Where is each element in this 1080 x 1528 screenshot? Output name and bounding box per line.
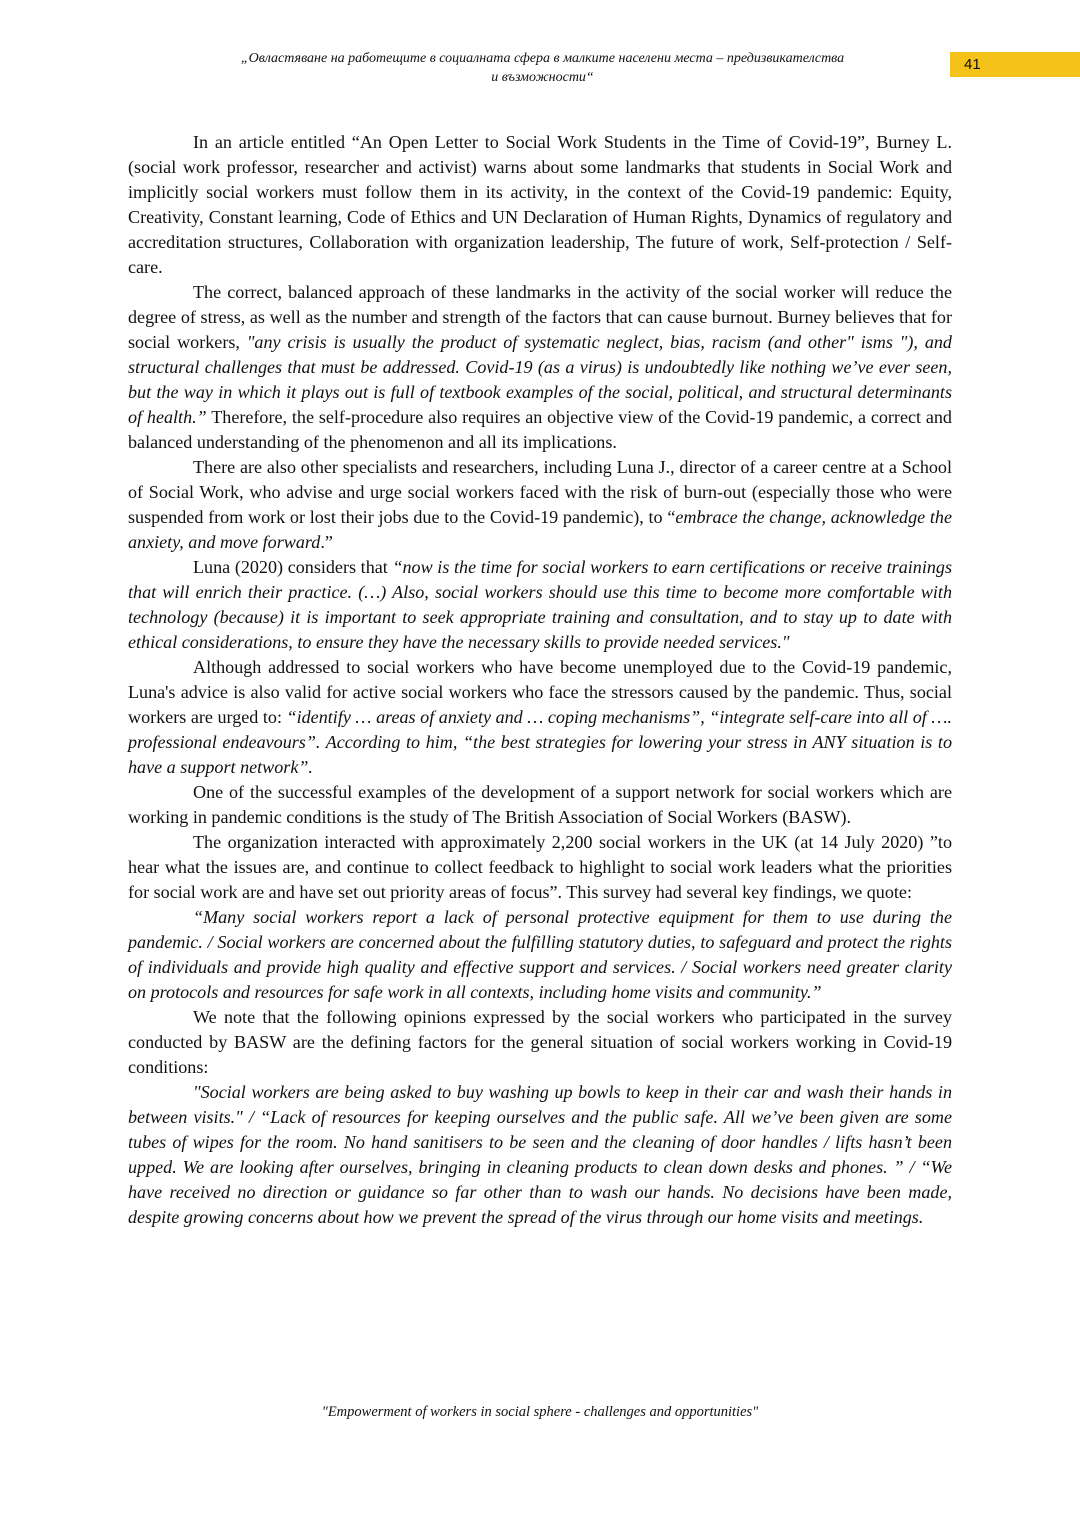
body-paragraph xyxy=(128,130,952,280)
italic-quote: “Many social workers report a lack of personal protective equipment for them to use during the pandemic. / Social workers are concerned about the fulfilling statutory duties, to safeguard and protect the rights of individuals and provide high quality and effective support and services. / Social workers need greater clarity on protocols and resources for safe work in all contexts, including home visits and community.” xyxy=(128,907,952,1002)
page-number-badge: 41 xyxy=(950,52,1080,77)
body-paragraph xyxy=(128,280,952,455)
body-paragraph xyxy=(128,830,952,905)
italic-quote: “now is the time for social workers to earn certifications or receive trainings that will enrich their practice. (…) Also, social workers should use this time to become more comfortable with technology (because) it is important to seek appropriate training and consultation, and to stay up to date with ethical considerations, to ensure they have the necessary skills to provide needed services." xyxy=(128,557,952,652)
paragraph-text: There are also other specialists and researchers, including Luna J., director of a career centre at a School of Social Work, who advise and urge social workers faced with the risk of burn-out (especially those who were suspended from work or lost their jobs due to the Covid-19 pandemic), to “ xyxy=(128,457,952,527)
running-header xyxy=(140,49,945,87)
paragraph-text: Therefore, the self-procedure also requires an objective view of the Covid-19 pandemic, a correct and balanced understanding of the phenomenon and all its implications. xyxy=(128,407,952,452)
paragraph-text: Luna (2020) considers that xyxy=(193,557,393,577)
body-paragraph xyxy=(128,555,952,655)
article-body xyxy=(128,130,952,1230)
running-header-line-2: и възможности“ xyxy=(491,70,594,85)
paragraph-text: One of the successful examples of the development of a support network for social workers which are working in pandemic conditions is the study of The British Association of Social Workers (BASW). xyxy=(128,782,952,827)
body-paragraph xyxy=(128,780,952,830)
body-paragraph xyxy=(128,1080,952,1230)
body-paragraph xyxy=(128,655,952,780)
body-paragraph xyxy=(128,1005,952,1080)
paragraph-text: .” xyxy=(320,532,333,552)
italic-quote: embrace the change, acknowledge the anxiety, and move forward xyxy=(128,507,952,552)
paragraph-text: We note that the following opinions expressed by the social workers who participated in the survey conducted by BASW are the defining factors for the general situation of social workers working in Covid-19 conditions: xyxy=(128,1007,952,1077)
italic-quote: “identify … areas of anxiety and … coping mechanisms”, “integrate self-care into all of …. professional endeavours”. According to him, “the best strategies for lowering your stress in ANY situation is to have a support network”. xyxy=(128,707,952,777)
paragraph-text: In an article entitled “An Open Letter to Social Work Students in the Time of Covid-19”, Burney L. (social work professor, researcher and activist) warns about some landmarks that students in Social Work and implicitly social workers must follow them in its activity, in the context of the Covid-19 pandemic: Equity, Creativity, Constant learning, Code of Ethics and UN Declaration of Human Rights, Dynamics of regulatory and accreditation structures, Collaboration with organization leadership, The future of work, Self-protection / Self-care. xyxy=(128,132,952,277)
paragraph-text: The organization interacted with approximately 2,200 social workers in the UK (at 14 July 2020) ”to hear what the issues are, and continue to collect feedback to highlight to social work leaders what the priorities for social work are and have set out priority areas of focus”. This survey had several key findings, we quote: xyxy=(128,832,952,902)
italic-quote: "Social workers are being asked to buy washing up bowls to keep in their car and wash their hands in between visits." / “Lack of resources for keeping ourselves and the public safe. All we’ve been given are some tubes of wipes for the room. No hand sanitisers to be seen and the cleaning of door handles / lifts hasn’t been upped. We are looking after ourselves, bringing in cleaning products to clean down desks and phones. ” / “We have received no direction or guidance so far other than to wash our hands. No decisions have been made, despite growing concerns about how we prevent the spread of the virus through our home visits and meetings. xyxy=(128,1082,952,1227)
italic-quote: "any crisis is usually the product of systematic neglect, bias, racism (and other" isms "), and structural challenges that must be addressed. Covid-19 (as a virus) is undoubtedly like nothing we’ve ever seen, but the way in which it plays out is full of textbook examples of the social, political, and structural determinants of health.” xyxy=(128,332,952,427)
running-header-line-1: „Овластяване на работещите в социалната сфера в малките населени места – предизвикателства xyxy=(240,51,845,66)
running-footer: "Empowerment of workers in social sphere - challenges and opportunities" xyxy=(321,1404,759,1420)
paragraph-text: Although addressed to social workers who have become unemployed due to the Covid-19 pandemic, Luna's advice is also valid for active social workers who face the stressors caused by the pandemic. Thus, social workers are urged to: xyxy=(128,657,952,727)
paragraph-text: The correct, balanced approach of these landmarks in the activity of the social worker will reduce the degree of stress, as well as the number and strength of the factors that can cause burnout. Burney believes that for social workers, xyxy=(128,282,952,352)
body-paragraph xyxy=(128,905,952,1005)
body-paragraph xyxy=(128,455,952,555)
